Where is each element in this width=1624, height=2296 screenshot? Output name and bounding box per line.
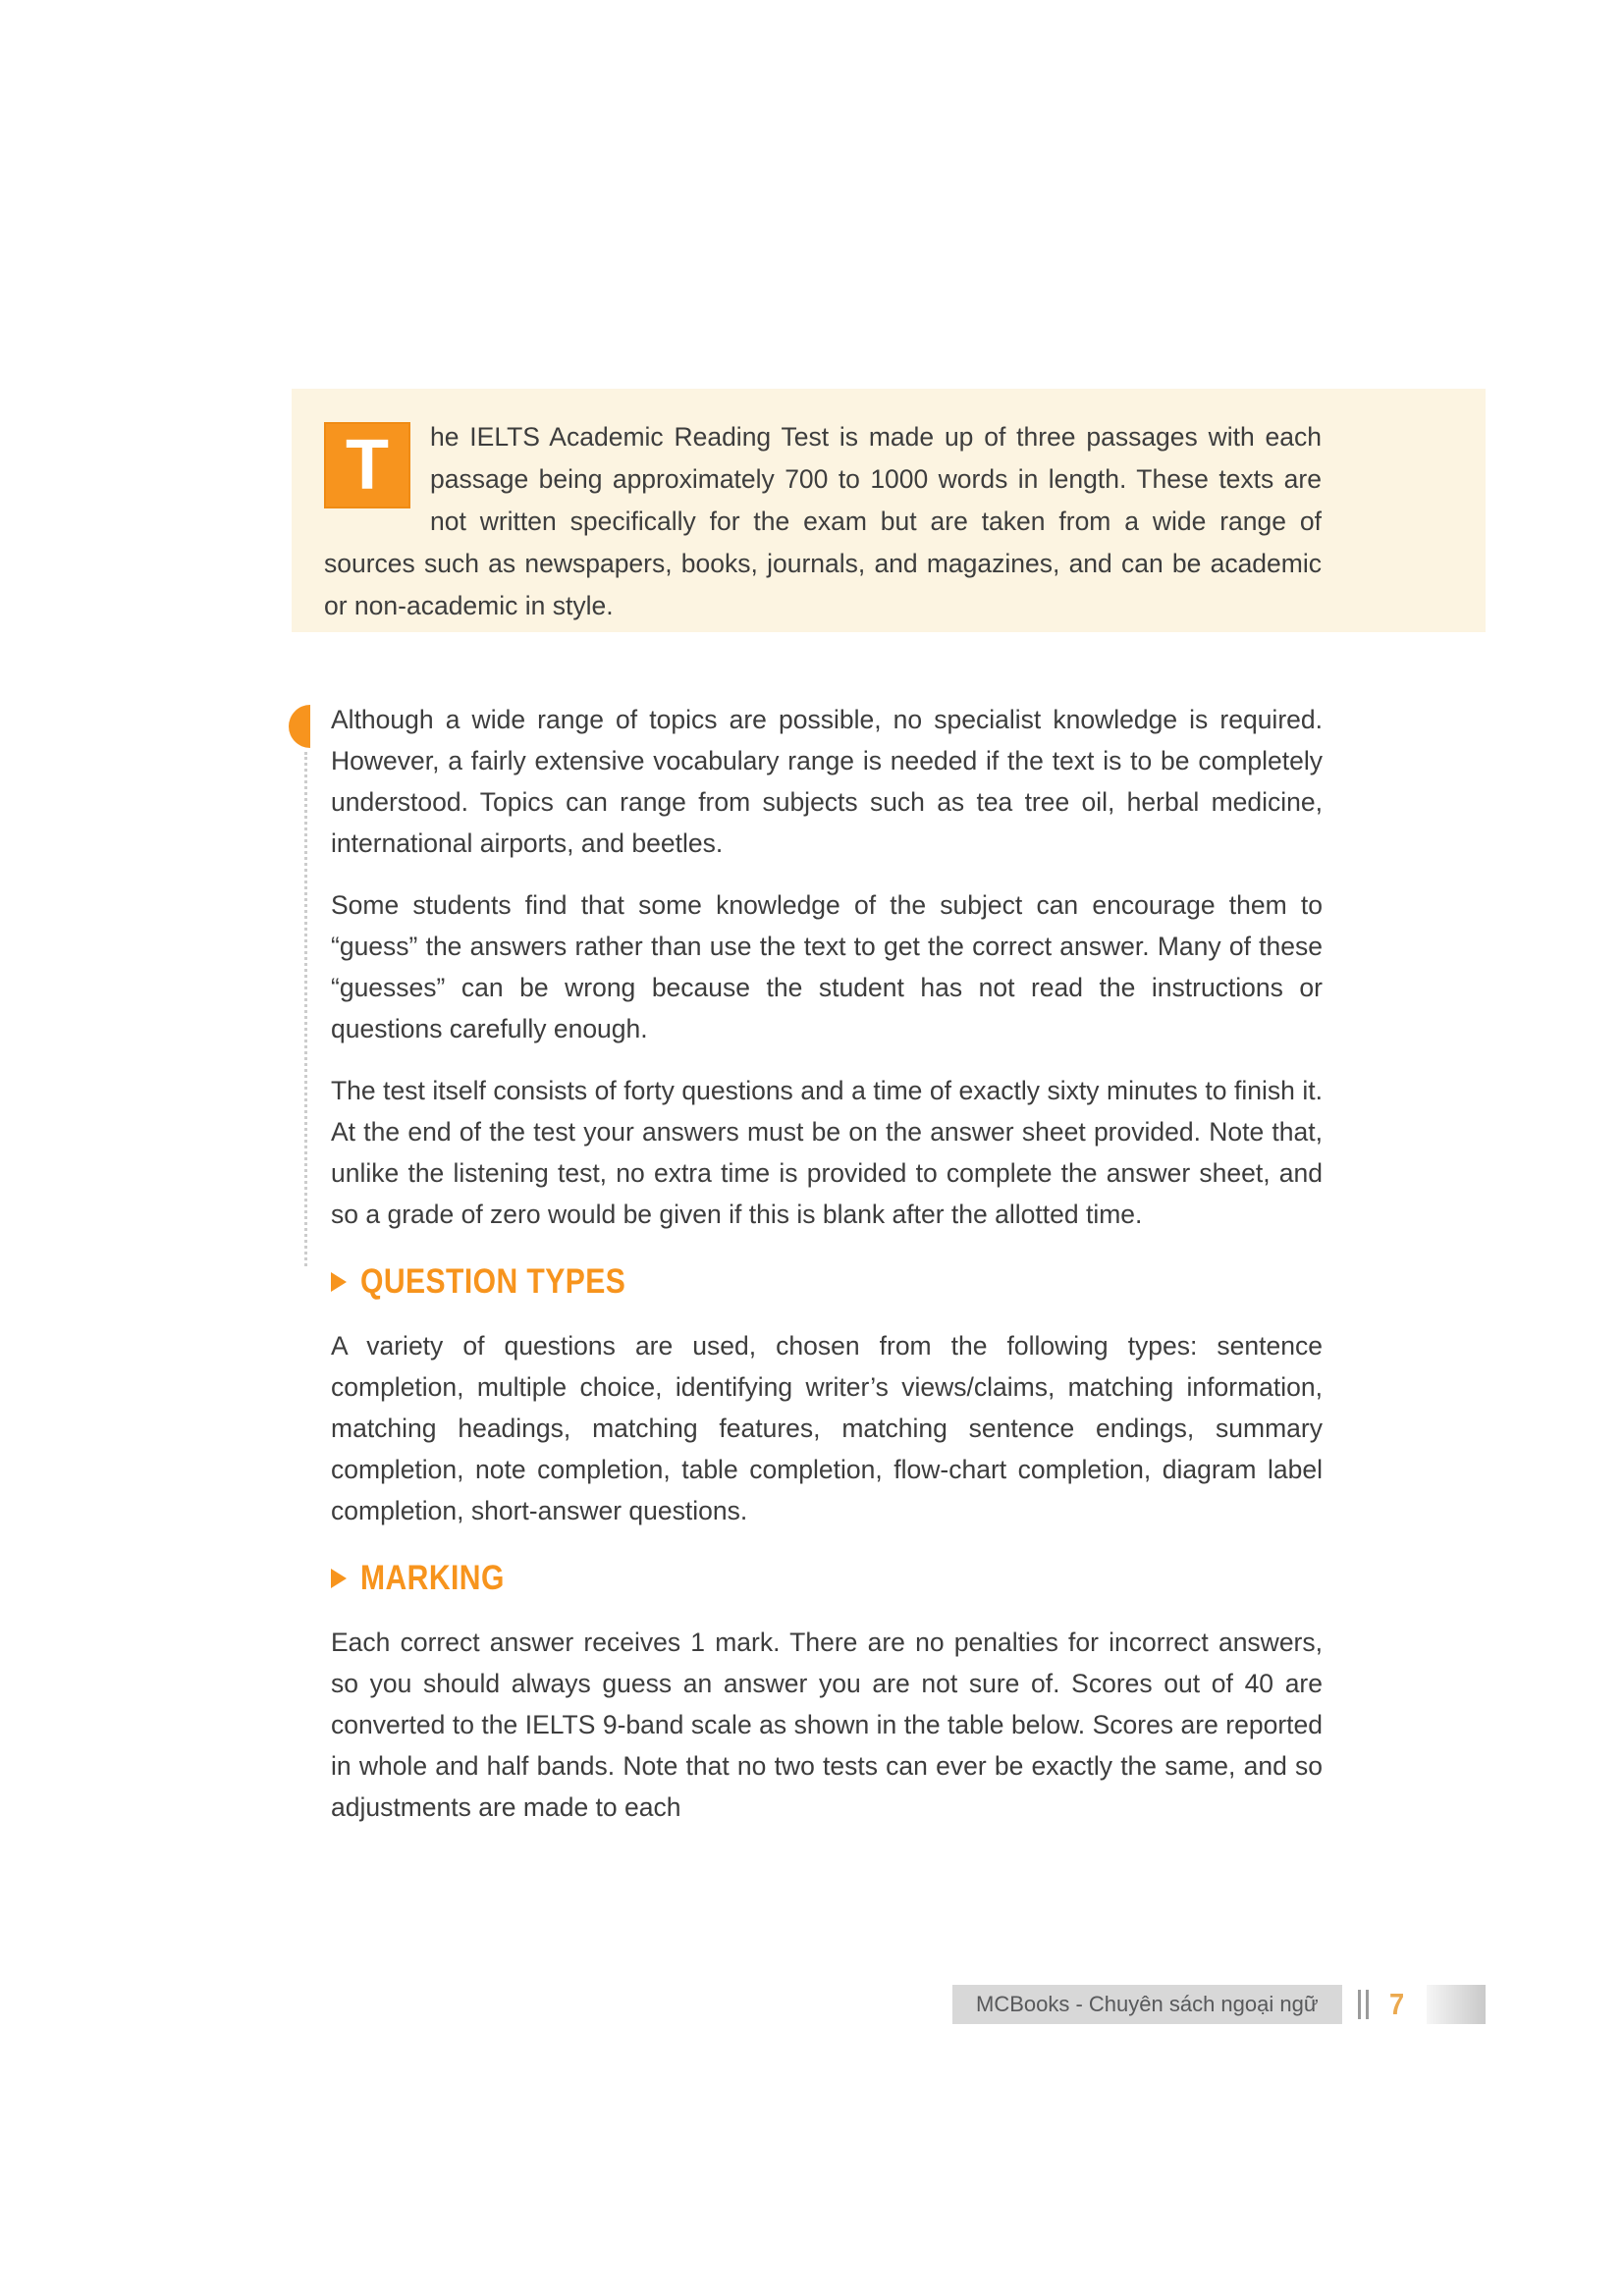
intro-paragraph-text: he IELTS Academic Reading Test is made up of three passages with each passage being approximately 700 to 1000 words in length. These texts are not written specifically for the exam but are taken from a wide range of sources such as newspapers, books, journals, and magazines, and can be academic or non-academic in style. [324, 422, 1322, 620]
paragraph-test-format: The test itself consists of forty questions and a time of exactly sixty minutes to finish it. At the end of the test your answers must be on the answer sheet provided. Note that, unlike the listening test, no extra time is provided to complete the answer sheet, and so a grade of zero would be given if this is blank after the allotted time. [331, 1076, 1323, 1229]
section-heading-label: MARKING [360, 1559, 505, 1597]
triangle-bullet-icon [331, 1272, 347, 1292]
paragraph-guessing: Some students find that some knowledge of the subject can encourage them to “guess” the answers rather than use the text to get the correct answer. Many of these “guesses” can be wrong because the student has not read the instructions or questions carefully enough. [331, 890, 1323, 1043]
half-moon-icon [289, 705, 310, 748]
page-number [1388, 1985, 1405, 2024]
intro-box [292, 389, 1486, 632]
footer-separator-icon [1358, 1985, 1369, 2024]
main-content [331, 699, 1323, 1848]
page-footer [952, 1985, 1486, 2024]
footer-gradient-bar [1427, 1985, 1486, 2024]
paragraph-topics: Although a wide range of topics are possible, no specialist knowledge is required. However, a fairly extensive vocabulary range is needed if the text is to be completely understood. Topics can range from subjects such as tea tree oil, herbal medicine, international airports, and beetles. [331, 705, 1323, 858]
dotted-rule [304, 752, 307, 1266]
publisher-label: MCBooks - Chuyên sách ngoại ngữ [952, 1985, 1342, 2024]
intro-paragraph [324, 416, 1322, 627]
section-heading-question-types [331, 1262, 1323, 1302]
paragraph-marking: Each correct answer receives 1 mark. There are no penalties for incorrect answers, so you should always guess an answer you are not sure of. Scores out of 40 are converted to the IELTS 9-band scale as shown in the table below. Scores are reported in whole and half bands. Note that no two tests can ever be exactly the same, and so adjustments are made to each [331, 1628, 1323, 1822]
section-heading-marking [331, 1559, 1323, 1598]
section-heading-label: QUESTION TYPES [360, 1262, 626, 1301]
drop-cap-letter: T [324, 422, 410, 508]
page-number-value: 7 [1388, 1987, 1404, 2021]
paragraph-question-types: A variety of questions are used, chosen from the following types: sentence completion, multiple choice, identifying writer’s views/claims, matching information, matching headings, matching features, matching sentence endings, summary completion, note completion, table completion, flow-chart completion, diagram label completion, short-answer questions. [331, 1331, 1323, 1525]
triangle-bullet-icon [331, 1569, 347, 1588]
